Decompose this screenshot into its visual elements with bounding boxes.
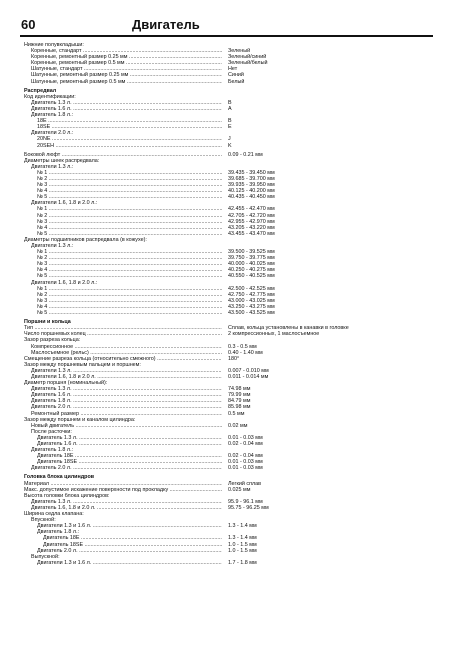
spec-label: 20SEH ..... — [37, 143, 222, 149]
spec-label: № 1 ..... — [37, 249, 222, 255]
spec-value: 42.500 - 42.525 мм — [228, 285, 275, 292]
spec-value: 95.9 - 96.1 мм — [228, 498, 263, 505]
spec-label: Головка блока цилиндров — [24, 474, 95, 481]
spec-label: Макс. допустимое искажение поверхности под прокладку ..... — [24, 487, 222, 493]
spec-label: Поршни и кольца — [24, 319, 71, 326]
spec-value: Зеленый — [228, 48, 251, 55]
spec-label: Двигатель 1.6 л. ..... — [37, 441, 222, 447]
spec-value: E — [228, 124, 232, 131]
spec-list — [24, 42, 430, 566]
spec-value: 95.75 - 96.25 мм — [228, 504, 269, 511]
spec-label: № 2 ..... — [37, 213, 222, 219]
spec-label: Двигатель 1.8 л. ..... — [31, 398, 222, 404]
spec-value: 42.955 - 42.970 мм — [228, 218, 275, 225]
spec-label: Новый двигатель ..... — [31, 423, 222, 429]
spec-value: 0.02 мм — [228, 422, 248, 429]
spec-value: 79.99 мм — [228, 392, 251, 399]
spec-value: 43.000 - 43.025 мм — [228, 297, 275, 304]
spec-label: Двигатель 18SE ..... — [37, 459, 222, 465]
spec-label: После расточки: — [31, 428, 72, 435]
spec-label: Двигатели 1.6, 1.8 и 2.0 л.: — [31, 200, 98, 207]
spec-label: Двигатели 1.3 и 1.6 л. ..... — [37, 560, 222, 566]
spec-label: Диаметры шеек распредвала: — [24, 157, 100, 164]
spec-label: Шатунные, стандарт ..... — [31, 66, 222, 72]
spec-label: Двигатели 1.3 и 1.6 л. ..... — [37, 523, 222, 529]
spec-label: Двигатели 1.3 л. ..... — [31, 368, 222, 374]
spec-label: № 3 ..... — [37, 182, 222, 188]
spec-label: Зазор между поршневым пальцем и поршнем: — [24, 361, 141, 368]
spec-value: 0.3 - 0.5 мм — [228, 343, 257, 350]
spec-label: № 5 ..... — [37, 194, 222, 200]
spec-label: Шатунные, ремонтный размер 0.5 мм ..... — [31, 79, 222, 85]
spec-label: Двигатель 1.8 л.: — [31, 112, 74, 119]
spec-value: A — [228, 105, 232, 112]
spec-label: № 1 ..... — [37, 170, 222, 176]
spec-value: 39.750 - 39.775 мм — [228, 255, 275, 262]
spec-label: № 1 ..... — [37, 206, 222, 212]
spec-label: № 3 ..... — [37, 219, 222, 225]
spec-label: Ремонтный размер ..... — [31, 411, 222, 417]
spec-label: Двигатель 2.0 л. ..... — [37, 548, 222, 554]
spec-label: Двигатель 1.6 л. ..... — [31, 392, 222, 398]
spec-label: Коренные, ремонтный размер 0.25 мм ..... — [31, 54, 222, 60]
spec-value: 40.550 - 40.525 мм — [228, 273, 275, 280]
spec-value: 1.3 - 1.4 мм — [228, 535, 257, 542]
spec-value: 0.02 - 0.04 мм — [228, 441, 263, 447]
spec-label: Двигатель 1.3 л. ..... — [31, 386, 222, 392]
spec-label: Коренные, ремонтный размер 0.5 мм ..... — [31, 60, 222, 66]
spec-value: 40.000 - 40.025 мм — [228, 261, 275, 268]
spec-label: 18E ..... — [37, 118, 222, 124]
spec-value: Легкий сплав — [228, 480, 262, 487]
spec-label: Двигатель 2.0 л. ..... — [31, 465, 222, 471]
spec-value: 1.3 - 1.4 мм — [228, 523, 257, 530]
spec-value: 42.705 - 42.720 мм — [228, 212, 275, 219]
spec-label: Двигатели 1.6, 1.8 и 2.0 л. ..... — [31, 374, 222, 380]
spec-label: № 3 ..... — [37, 261, 222, 267]
spec-label: Двигатель 1.8 л.: — [31, 447, 74, 454]
spec-value: K — [228, 142, 232, 149]
spec-value: 0.011 - 0.014 мм — [228, 373, 269, 380]
spec-label: Двигатель 18E ..... — [43, 535, 222, 541]
spec-label: Двигатель 1.6 л. ..... — [31, 106, 222, 112]
spec-value: J — [228, 136, 231, 143]
spec-value: 84.79 мм — [228, 398, 251, 405]
spec-value: 43.250 - 43.275 мм — [228, 303, 275, 310]
spec-value: 42.750 - 42.775 мм — [228, 291, 275, 298]
spec-label: № 5 ..... — [37, 231, 222, 237]
spec-label: Число поршневых колец ..... — [24, 331, 222, 337]
spec-label: Распредвал — [24, 87, 57, 94]
spec-value: 0.01 - 0.03 мм — [228, 434, 263, 441]
spec-label: Двигатели 1.6, 1.8 и 2.0 л.: — [31, 279, 98, 286]
spec-value: 180° — [228, 355, 240, 362]
spec-label: № 1 ..... — [37, 286, 222, 292]
spec-value: 42.455 - 42.470 мм — [228, 206, 275, 213]
spec-label: № 4 ..... — [37, 225, 222, 231]
spec-label: Ширина седла клапана: — [24, 511, 84, 518]
spec-value: 39.685 - 39.700 мм — [228, 175, 275, 182]
spec-label: Двигатель 1.6, 1.8 и 2.0 л. ..... — [31, 505, 222, 511]
spec-value: 0.007 - 0.010 мм — [228, 367, 269, 374]
spec-label: Код идентификации: — [24, 93, 76, 100]
spec-value: 0.01 - 0.03 мм — [228, 465, 263, 472]
spec-label: Зазор между поршнем и каналом цилиндра: — [24, 416, 136, 423]
page-header — [20, 17, 433, 35]
spec-label: № 3 ..... — [37, 298, 222, 304]
spec-value: 2 компрессионных, 1 маслосъемное — [228, 331, 320, 338]
spec-label: Компрессионное ..... — [31, 344, 222, 350]
spec-label: Двигатель 1.3 л. ..... — [37, 435, 222, 441]
spec-label: № 4 ..... — [37, 188, 222, 194]
spec-value: 43.500 - 43.525 мм — [228, 310, 275, 317]
spec-value: 40.250 - 40.275 мм — [228, 267, 275, 274]
spec-value: B — [228, 118, 232, 125]
spec-label: Шатунные, ремонтный размер 0.25 мм ..... — [31, 72, 222, 78]
spec-value: Белый — [228, 78, 245, 85]
spec-label: № 5 ..... — [37, 310, 222, 316]
spec-label: Выпускной: — [31, 553, 60, 560]
spec-value: 39.935 - 39.950 мм — [228, 182, 275, 189]
spec-value: 1.7 - 1.8 мм — [228, 559, 257, 566]
spec-label: № 4 ..... — [37, 304, 222, 310]
spec-label: Двигатель 1.3 л. ..... — [31, 499, 222, 505]
spec-value: 0.09 - 0.21 мм — [228, 151, 263, 158]
spec-label: Высота головки блока цилиндров: — [24, 492, 110, 499]
spec-row — [24, 560, 430, 566]
spec-label: Тип ..... — [24, 325, 222, 331]
header-rule — [20, 35, 433, 37]
spec-value: Зеленый/белый — [228, 60, 268, 67]
spec-label: № 4 ..... — [37, 267, 222, 273]
spec-value: 0.40 - 1.40 мм — [228, 349, 263, 356]
spec-label: Двигатели 1.3 л.: — [31, 243, 74, 249]
spec-label: Нижние полувкладыши: — [24, 42, 84, 48]
spec-label: 18SE ..... — [37, 124, 222, 130]
spec-label: Боковой люфт ..... — [24, 152, 222, 158]
spec-value: 85.98 мм — [228, 404, 251, 411]
spec-label: № 5 ..... — [37, 273, 222, 279]
page-title: Двигатель — [132, 17, 200, 32]
spec-value: 40.125 - 40.200 мм — [228, 188, 275, 195]
spec-label: 20NE ..... — [37, 136, 222, 142]
spec-label: Маслосъемное (рельс) ..... — [31, 350, 222, 356]
spec-value: 43.455 - 43.470 мм — [228, 230, 275, 237]
spec-label: № 2 ..... — [37, 255, 222, 261]
spec-value: 0.02 - 0.04 мм — [228, 453, 263, 460]
spec-value: 0.025 мм — [228, 486, 251, 493]
spec-value: 1.0 - 1.5 мм — [228, 541, 257, 548]
spec-value: 0.01 - 0.03 мм — [228, 459, 263, 466]
spec-value: B — [228, 99, 232, 106]
spec-label: Двигатель 1.3 л. ..... — [31, 100, 222, 106]
spec-value: 74.98 мм — [228, 386, 251, 393]
spec-value: 40.435 - 40.450 мм — [228, 194, 275, 201]
spec-value: 0.5 мм — [228, 410, 245, 417]
spec-label: № 2 ..... — [37, 176, 222, 182]
spec-label: Двигатель 18E ..... — [37, 453, 222, 459]
spec-value: Зеленый/синий — [228, 54, 267, 61]
spec-value: 39.500 - 39.525 мм — [228, 249, 275, 256]
spec-label: Диаметры подшипников распредвала (в кожухе): — [24, 236, 147, 243]
spec-value: 39.435 - 39.450 мм — [228, 169, 275, 176]
spec-label: № 2 ..... — [37, 292, 222, 298]
spec-value: Нет — [228, 66, 238, 73]
spec-value: Сплав, кольца установлены в канавки в головке — [228, 325, 349, 332]
spec-label: Двигатели 1.3 л.: — [31, 163, 74, 170]
spec-label: Зазор разреза кольца: — [24, 337, 81, 344]
spec-label: Коренные, стандарт ..... — [31, 48, 222, 54]
page-number: 60 — [21, 17, 36, 32]
spec-label: Впускной: — [31, 517, 56, 524]
spec-label: Материал ..... — [24, 481, 222, 487]
spec-label: Двигатель 18SE ..... — [43, 542, 222, 548]
spec-value: 43.205 - 43.220 мм — [228, 224, 275, 231]
spec-label: Двигатели 2.0 л.: — [31, 130, 74, 137]
spec-label: Диаметр поршня (номинальный): — [24, 380, 108, 387]
spec-value: Синий — [228, 72, 244, 79]
spec-label: Смещение разреза кольца (относительно смежного) ..... — [24, 356, 222, 362]
spec-value: 1.0 - 1.5 мм — [228, 547, 257, 554]
spec-label: Двигатель 1.8 л.: — [37, 529, 80, 536]
spec-label: Двигатель 2.0 л. ..... — [31, 404, 222, 410]
